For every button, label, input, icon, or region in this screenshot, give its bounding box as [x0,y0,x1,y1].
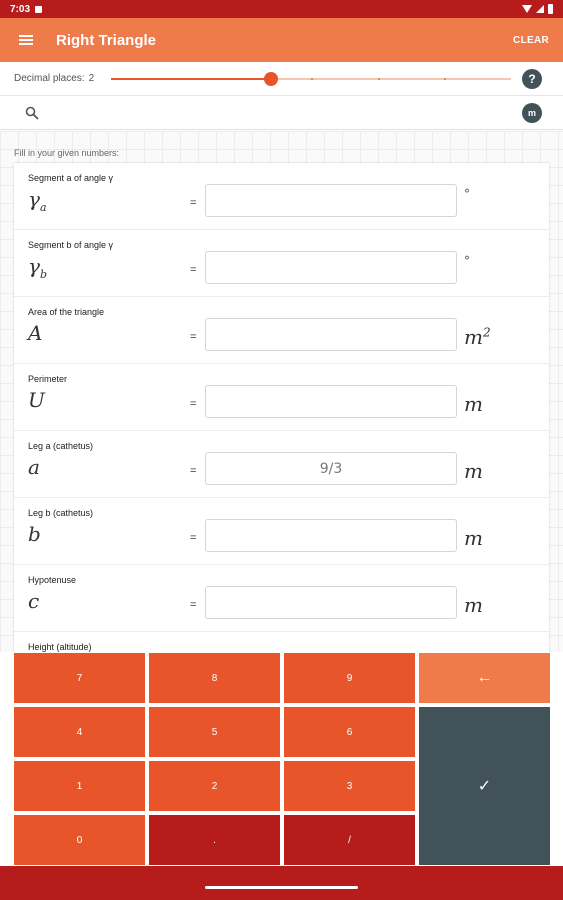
app-bar [0,18,563,62]
field-unit: m [464,459,483,483]
field-symbol: $\gamma_b$ [28,254,47,281]
key-9[interactable]: 9 [284,653,415,703]
key-5[interactable]: 5 [149,707,280,757]
field-description: Leg a (cathetus) [28,441,94,451]
search-row[interactable] [0,96,563,130]
field-description: Area of the triangle [28,307,105,317]
key-3[interactable]: 3 [284,761,415,811]
backspace-icon: ← [476,669,493,686]
key-6[interactable]: 6 [284,707,415,757]
decimal-places-label: Decimal places: [14,73,85,84]
key-1[interactable]: 1 [14,761,145,811]
equals-sign: = [190,532,197,544]
equals-sign: = [190,398,197,410]
clear-button[interactable]: CLEAR [513,34,549,46]
field-row [14,163,549,230]
equals-sign: = [190,331,197,343]
fields-card [14,163,549,652]
field-unit: m [464,526,483,550]
field-row [14,431,549,498]
key-4[interactable]: 4 [14,707,145,757]
field-unit: $m^2$ [464,325,491,349]
field-row [14,632,549,652]
home-handle[interactable] [205,886,358,889]
field-symbol: a [28,455,40,479]
field-input[interactable] [205,519,457,552]
search-icon[interactable] [25,106,39,120]
field-description: Segment a of angle γ [28,173,114,183]
field-row [14,364,549,431]
equals-sign: = [190,599,197,611]
decimal-places-value: 2 [88,73,95,84]
fill-in-label: Fill in your given numbers: [14,148,120,158]
equals-sign: = [190,197,197,209]
field-row [14,498,549,565]
field-input[interactable] [205,251,457,284]
field-unit: ° [464,254,470,268]
status-bar [0,0,563,18]
notification-icon [35,6,42,13]
field-row [14,565,549,632]
field-unit: ° [464,187,470,201]
field-description: Height (altitude) [28,642,92,652]
slider-tick [244,78,246,80]
field-symbol: U [28,388,45,412]
field-symbol: A [28,321,43,345]
equals-sign: = [190,465,197,477]
field-input[interactable]: 9/3 [205,452,457,485]
equals-sign: = [190,264,197,276]
field-description: Segment b of angle γ [28,240,114,250]
status-icons [522,4,553,14]
field-description: Leg b (cathetus) [28,508,94,518]
slider-tick [378,78,380,80]
field-input[interactable] [205,318,457,351]
checkmark-icon: ✓ [477,778,492,795]
navigation-bar [0,866,563,900]
field-description: Perimeter [28,374,68,384]
battery-icon [548,4,553,14]
wifi-icon [522,5,532,13]
field-row [14,230,549,297]
unit-chip[interactable]: m [522,103,542,123]
field-symbol: b [28,522,41,546]
menu-icon[interactable] [19,35,33,45]
backspace-button[interactable] [419,653,550,703]
key-slash[interactable]: / [284,815,415,865]
keypad [0,652,563,866]
decimal-places-row [0,62,563,96]
key-2[interactable]: 2 [149,761,280,811]
field-unit: m [464,593,483,617]
decimal-places-slider[interactable] [111,78,511,80]
slider-fill [111,78,271,80]
slider-tick [311,78,313,80]
confirm-button[interactable] [419,707,550,865]
content-area [0,131,563,652]
field-symbol: c [28,589,40,613]
field-input[interactable] [205,184,457,217]
page-title: Right Triangle [56,31,157,49]
signal-icon [536,5,544,13]
field-symbol: $\gamma_a$ [28,187,47,214]
status-time: 7:03 [10,3,31,15]
slider-tick [444,78,446,80]
help-icon[interactable]: ? [522,69,542,89]
key-7[interactable]: 7 [14,653,145,703]
field-description: Hypotenuse [28,575,77,585]
slider-tick [178,78,180,80]
field-row [14,297,549,364]
slider-thumb[interactable] [264,72,278,86]
field-input[interactable] [205,586,457,619]
key-8[interactable]: 8 [149,653,280,703]
key-decimal[interactable]: . [149,815,280,865]
key-0[interactable]: 0 [14,815,145,865]
field-input[interactable] [205,385,457,418]
field-unit: m [464,392,483,416]
